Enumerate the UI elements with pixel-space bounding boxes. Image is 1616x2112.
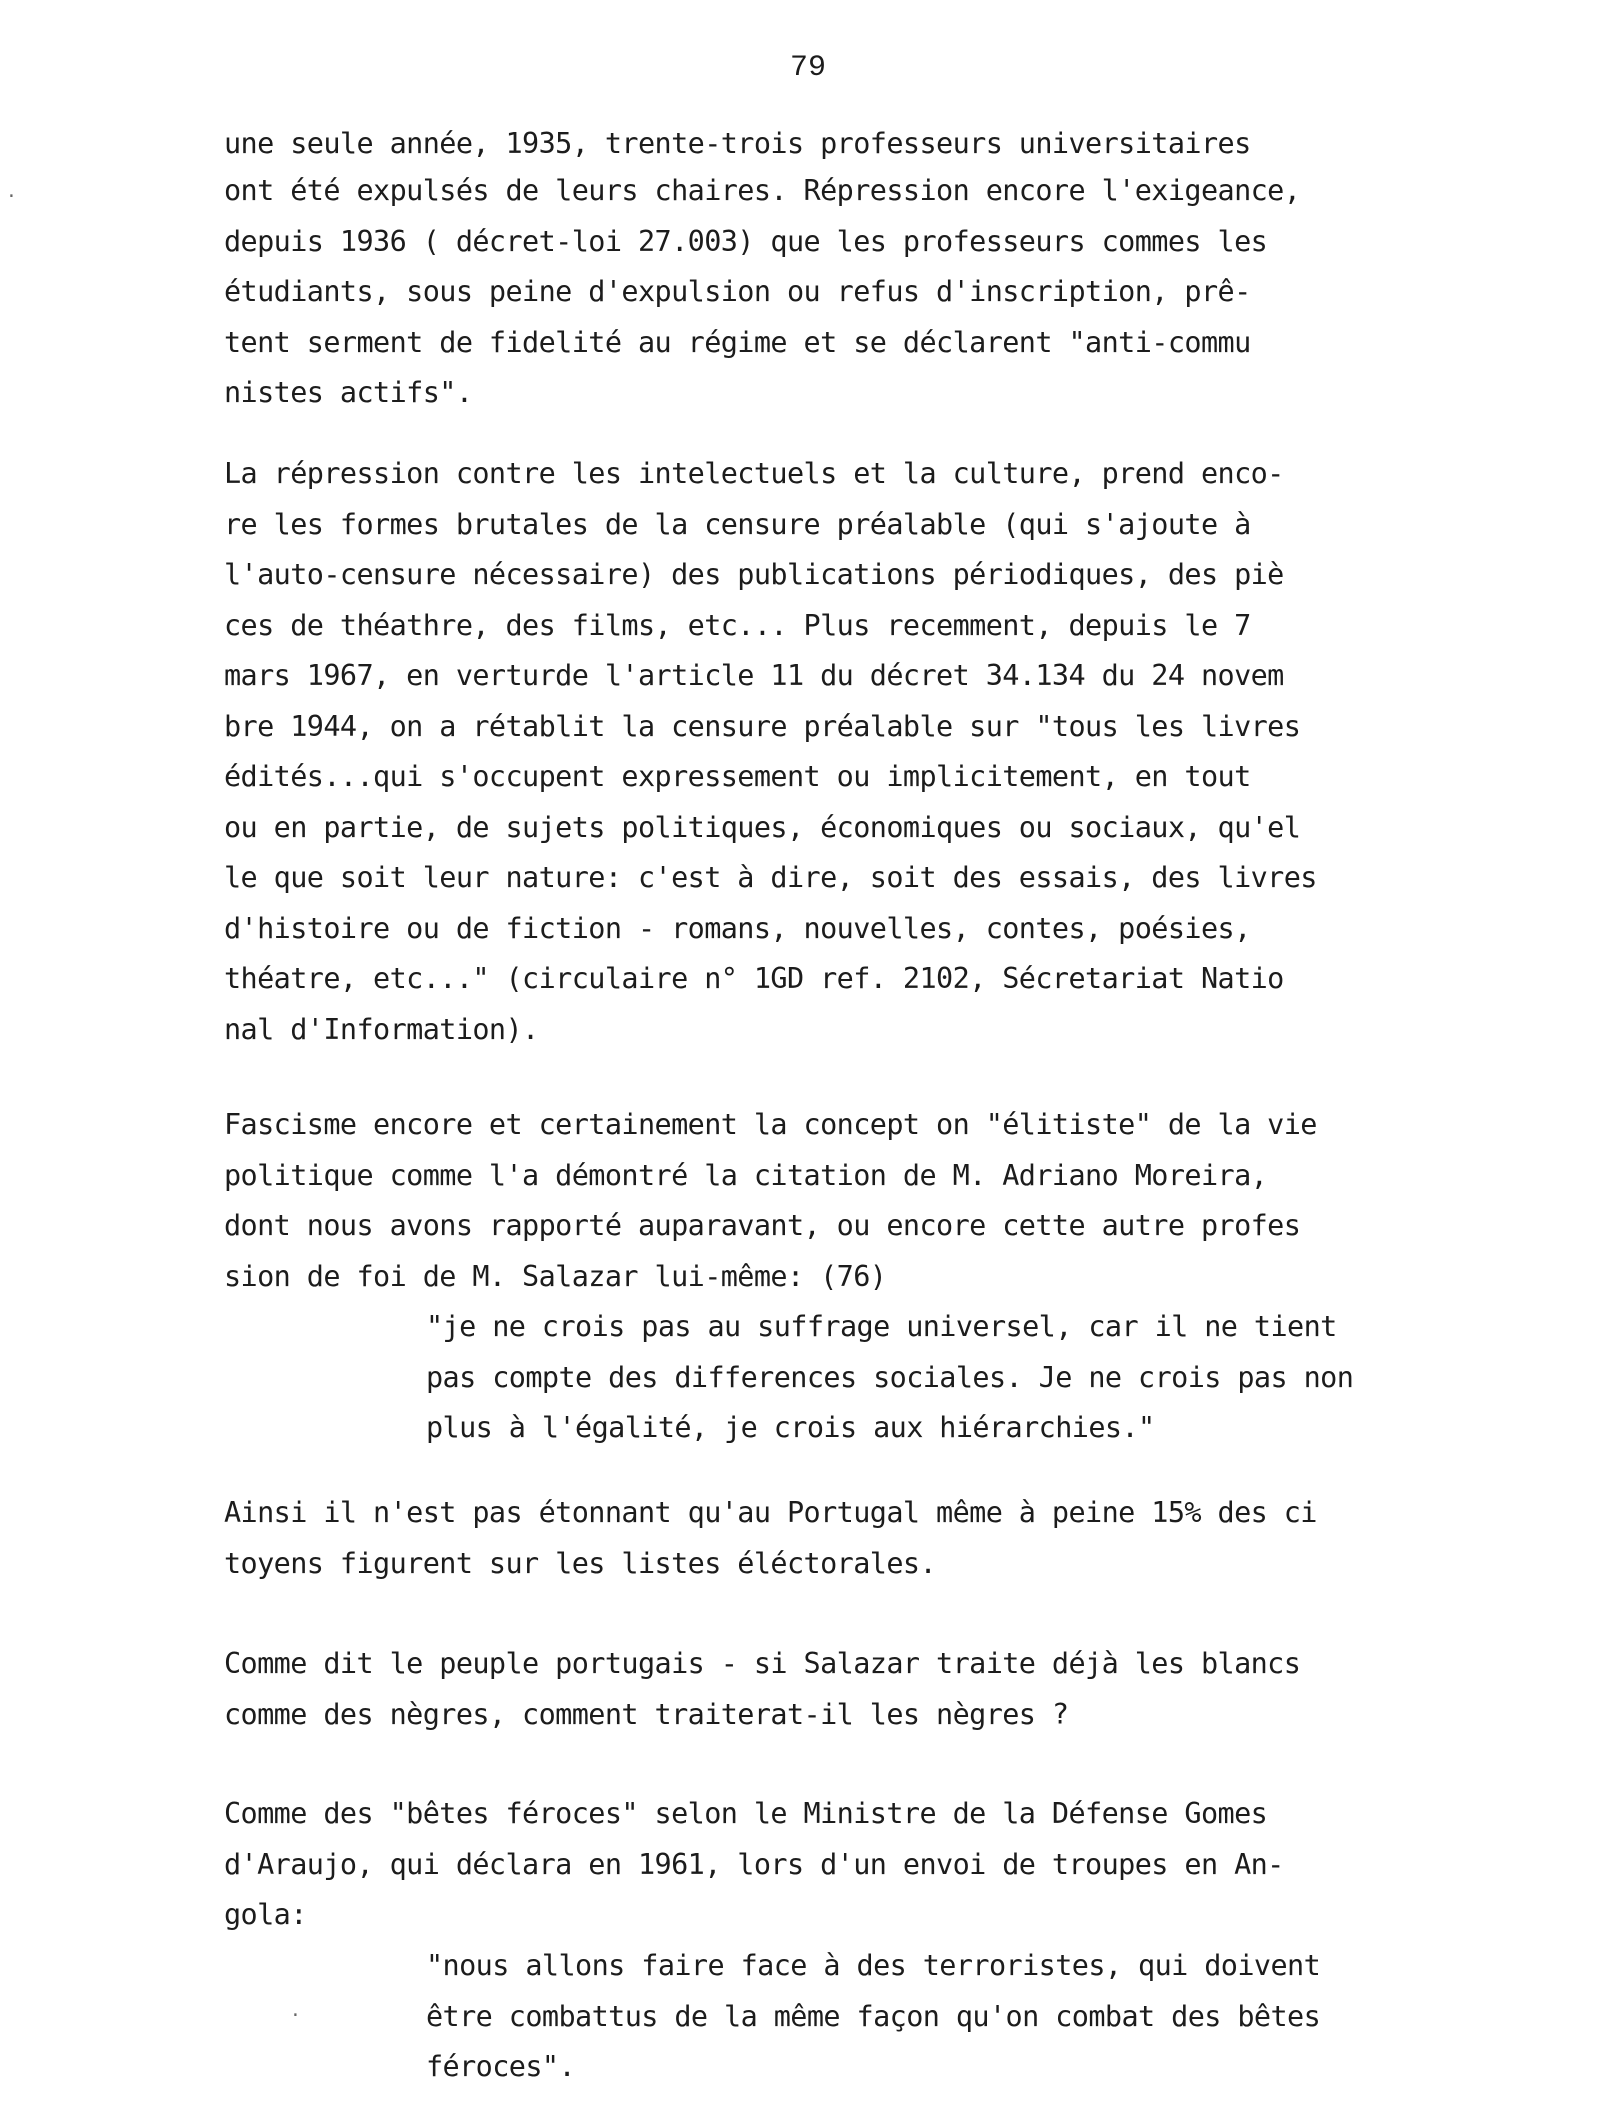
text-line: re les formes brutales de la censure préalable (qui s'ajoute à [224, 507, 1251, 541]
quote-line: "je ne crois pas au suffrage universel, car il ne tient [426, 1310, 1337, 1343]
text-line: politique comme l'a démontré la citation de M. Adriano Moreira, [224, 1158, 1268, 1192]
paragraph-electoral-lists [224, 1488, 1584, 1589]
text-line: mars 1967, en verturde l'article 11 du décret 34.134 du 24 novem [224, 659, 1284, 692]
paragraph-defense-minister [224, 1789, 1584, 1941]
quote-line: être combattus de la même façon qu'on combat des bêtes [426, 1999, 1321, 2033]
text-line: nal d'Information). [224, 1012, 539, 1046]
text-line: théatre, etc..." (circulaire n° 1GD ref. 2102, Sécretariat Natio [224, 962, 1284, 995]
text-line: gola: [224, 1898, 307, 1931]
text-line: ces de théathre, des films, etc... Plus recemment, depuis le 7 [224, 608, 1251, 642]
text-line: ou en partie, de sujets politiques, économiques ou sociaux, qu'el [224, 810, 1301, 844]
paper-speck: · [290, 2005, 301, 2026]
quote-salazar [426, 1302, 1586, 1454]
paragraph-popular-saying [224, 1639, 1584, 1740]
text-line: d'Araujo, qui déclara en 1961, lors d'un envoi de troupes en An- [224, 1847, 1284, 1881]
text-line: dont nous avons rapporté auparavant, ou encore cette autre profes [224, 1209, 1301, 1242]
paragraph-censorship [224, 449, 1584, 1055]
page-number: 79 [789, 51, 826, 85]
text-line: sion de foi de M. Salazar lui-même: (76) [224, 1259, 887, 1293]
text-line: Fascisme encore et certainement la concept on "élitiste" de la vie [224, 1108, 1317, 1141]
text-line: Comme dit le peuple portugais - si Salazar traite déjà les blancs [224, 1647, 1301, 1680]
text-line: Ainsi il n'est pas étonnant qu'au Portugal même à peine 15% des ci [224, 1496, 1317, 1529]
text-line: Comme des "bêtes féroces" selon le Ministre de la Défense Gomes [224, 1797, 1268, 1830]
text-line: depuis 1936 ( décret-loi 27.003) que les professeurs commes les [224, 224, 1268, 258]
text-line: une seule année, 1935, trente-trois professeurs universitaires [224, 127, 1251, 160]
quote-gomes-araujo [426, 1941, 1586, 2093]
text-line: comme des nègres, comment traiterat-il les nègres ? [224, 1697, 1069, 1731]
paper-speck: · [6, 186, 17, 207]
paragraph-academic-repression [224, 121, 1584, 419]
text-line: l'auto-censure nécessaire) des publications périodiques, des piè [224, 558, 1284, 591]
text-line: La répression contre les intelectuels et la culture, prend enco- [224, 457, 1284, 490]
paragraph-elitism [224, 1100, 1584, 1302]
quote-line: féroces". [426, 2050, 576, 2083]
text-line: d'histoire ou de fiction - romans, nouvelles, contes, poésies, [224, 911, 1251, 945]
quote-line: "nous allons faire face à des terroristes, qui doivent [426, 1949, 1321, 1982]
text-line: édités...qui s'occupent expressement ou implicitement, en tout [224, 760, 1251, 793]
text-line: bre 1944, on a rétablit la censure préalable sur "tous les livres [224, 709, 1301, 743]
quote-line: pas compte des differences sociales. Je ne crois pas non [426, 1360, 1354, 1394]
quote-line: plus à l'égalité, je crois aux hiérarchies." [426, 1411, 1155, 1444]
text-line: ont été expulsés de leurs chaires. Répression encore l'exigeance, [224, 174, 1301, 207]
text-line: étudiants, sous peine d'expulsion ou refus d'inscription, prê- [224, 275, 1251, 308]
text-line: nistes actifs". [224, 376, 473, 409]
text-line: le que soit leur nature: c'est à dire, soit des essais, des livres [224, 861, 1317, 894]
text-line: toyens figurent sur les listes éléctorales. [224, 1546, 937, 1580]
text-line: tent serment de fidelité au régime et se déclarent "anti-commu [224, 325, 1251, 359]
